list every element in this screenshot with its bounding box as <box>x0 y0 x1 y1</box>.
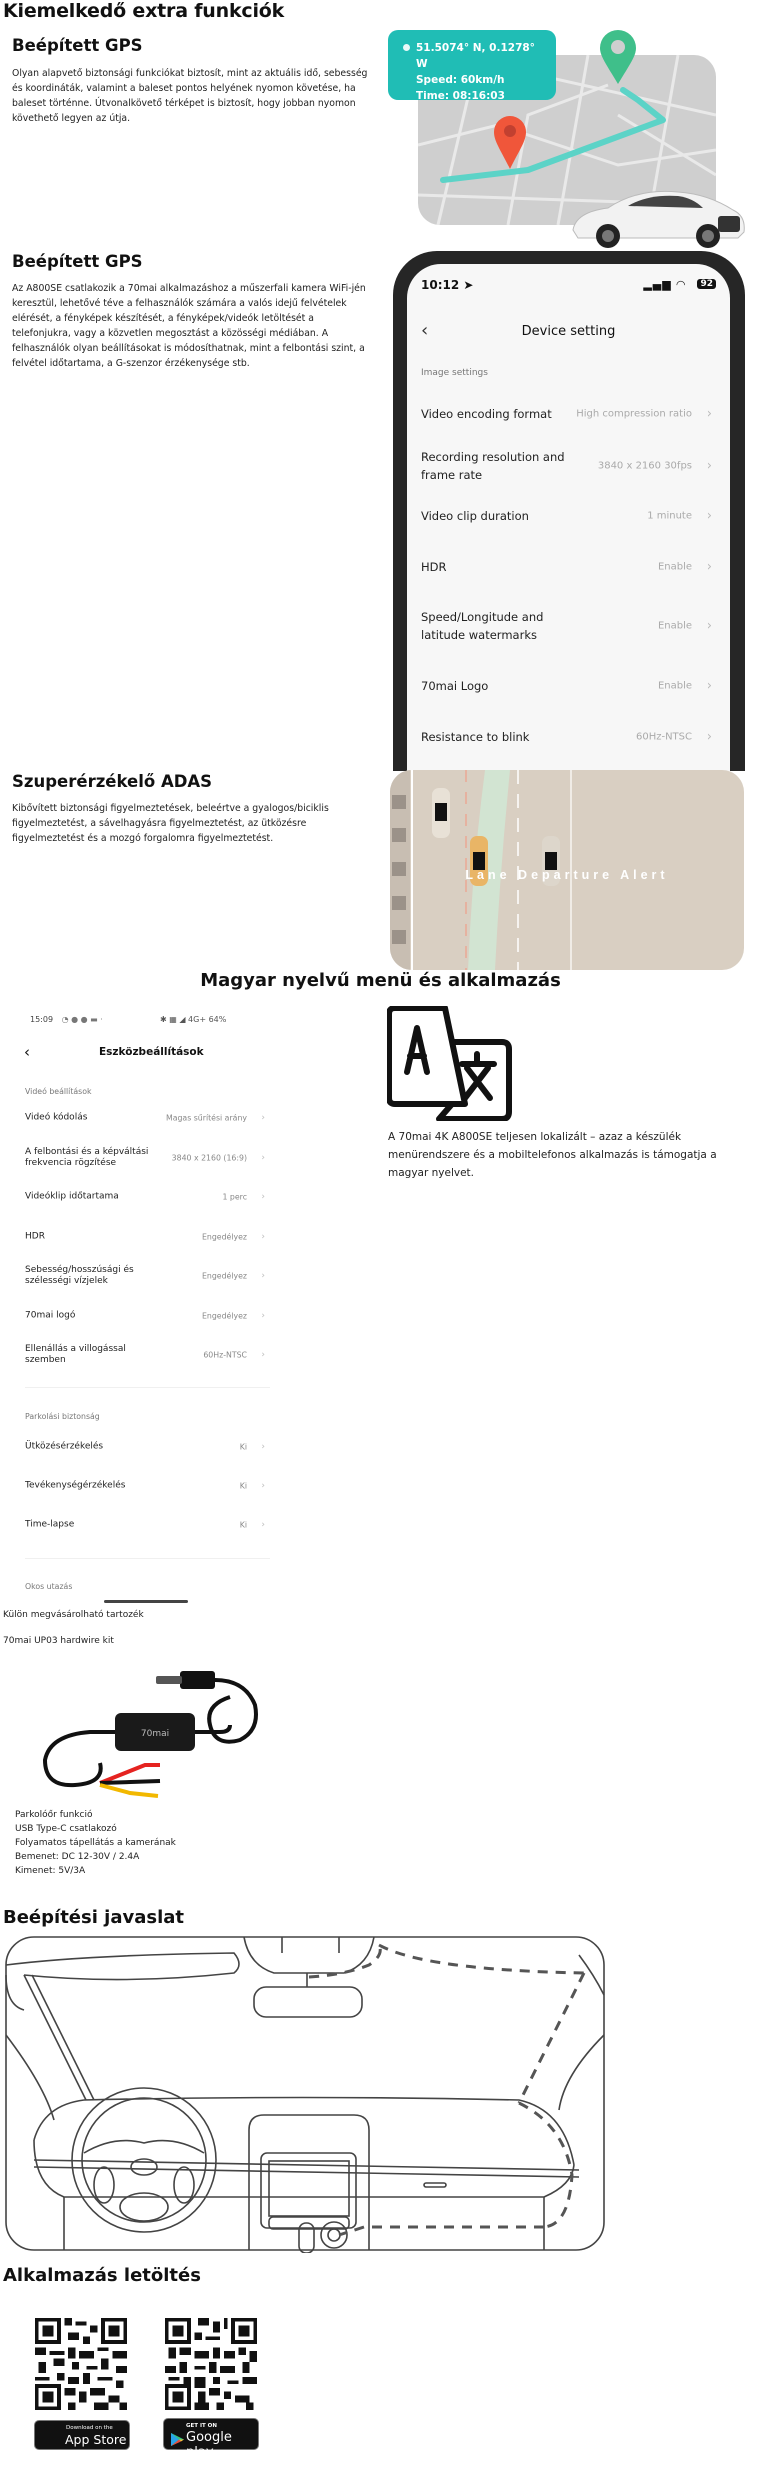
chevron-right-icon: › <box>706 406 712 422</box>
chevron-right-icon: › <box>706 458 712 474</box>
setting-label: Time-lapse <box>25 1519 75 1530</box>
status-bar <box>421 278 716 296</box>
phone-mockup-english <box>393 251 745 771</box>
notification-icons: ◔ ● ● ▬ · <box>61 1015 103 1024</box>
chevron-right-icon: › <box>706 678 712 694</box>
lane-departure-image <box>390 770 744 970</box>
screen-title: Device setting <box>521 324 616 339</box>
app-store-badge[interactable] <box>34 2420 130 2450</box>
chevron-right-icon: › <box>706 618 712 634</box>
spec-item: Bemenet: DC 12-30V / 2.4A <box>15 1852 140 1862</box>
setting-label: Videó kódolás <box>25 1112 88 1123</box>
back-icon[interactable]: ‹ <box>421 320 429 341</box>
setting-value: Enable <box>657 620 692 632</box>
google-play-qr-code[interactable] <box>165 2318 257 2410</box>
chevron-right-icon: › <box>706 729 712 745</box>
gps-section-body: Olyan alapvető biztonsági funkciókat biztosít, mint az aktuális idő, sebesség és koordináták, valamint a baleset pontos helyének nyomon követése, ha baleset történne. Útvonalkövető térképet is biztosít, hogy jobban nyomon követhető legyen az útja. <box>12 68 368 124</box>
chevron-right-icon: › <box>261 1153 265 1163</box>
gps-illustration <box>388 30 761 250</box>
setting-label: Video encoding format <box>421 407 552 421</box>
gps-info-card <box>388 30 556 100</box>
spec-item: USB Type-C csatlakozó <box>15 1824 117 1834</box>
spec-item: Folyamatos tápellátás a kamerának <box>15 1838 176 1848</box>
google-play-big-text: Google play <box>186 2430 232 2460</box>
gps-time: Time: 08:16:03 <box>416 90 505 102</box>
divider <box>25 1387 270 1388</box>
setting-label: Ellenállás a villogással szemben <box>25 1344 126 1365</box>
wifi-section-title: Beépített GPS <box>12 252 143 271</box>
setting-label: Speed/Longitude and latitude watermarks <box>421 610 544 642</box>
setting-value: 1 minute <box>647 510 692 522</box>
app-store-qr-code[interactable] <box>35 2318 127 2410</box>
chevron-right-icon: › <box>261 1311 265 1321</box>
setting-row[interactable] <box>421 492 716 540</box>
setting-label: Videóklip időtartama <box>25 1191 119 1202</box>
gps-coords: 51.5074° N, 0.1278° W <box>416 42 535 70</box>
setting-value: 3840 x 2160 30fps <box>597 460 692 472</box>
main-title: Kiemelkedő extra funkciók <box>3 0 285 22</box>
chevron-right-icon: › <box>261 1520 265 1530</box>
setting-row[interactable] <box>25 1178 270 1216</box>
app-store-big-text: App Store <box>65 2432 127 2447</box>
setting-label: Resistance to blink <box>421 730 530 744</box>
android-status-time: 15:09 <box>30 1015 54 1024</box>
setting-value: Enable <box>657 680 692 692</box>
chevron-right-icon: › <box>261 1350 265 1360</box>
chevron-right-icon: › <box>261 1232 265 1242</box>
home-indicator <box>104 1600 188 1603</box>
google-play-icon <box>170 2432 185 2447</box>
android-screen-title: Eszközbeállítások <box>99 1046 204 1058</box>
chevron-right-icon: › <box>706 508 712 524</box>
control-box-label: 70mai <box>140 1729 170 1739</box>
language-section-body: A 70mai 4K A800SE teljesen lokalizált – azaz a készülék menürendszere és a mobiltelefonos alkalmazás is támogatja a magyar nyelvet. <box>388 1131 717 1179</box>
app-store-small-text: Download on the <box>66 2425 113 2431</box>
setting-row[interactable] <box>25 1218 270 1256</box>
location-arrow-icon: ➤ <box>463 278 474 292</box>
back-icon[interactable]: ‹ <box>24 1043 30 1061</box>
adas-section-title: Szuperérzékelő ADAS <box>12 772 213 791</box>
setting-value: Magas sűrítési arány <box>165 1113 247 1123</box>
setting-row[interactable] <box>421 662 716 710</box>
setting-row[interactable] <box>421 713 716 761</box>
setting-value: Ki <box>239 1481 247 1491</box>
status-time: 10:12 <box>421 278 460 292</box>
origin-pin-icon <box>493 115 527 170</box>
setting-value: Enable <box>657 561 692 573</box>
spec-item: Kimenet: 5V/3A <box>15 1866 86 1876</box>
setting-label: 70mai Logo <box>421 679 489 693</box>
setting-row[interactable] <box>25 1297 270 1335</box>
google-play-small-text: GET IT ON <box>186 2423 217 2429</box>
chevron-right-icon: › <box>261 1113 265 1123</box>
setting-row[interactable] <box>25 1467 270 1505</box>
setting-label: 70mai logó <box>25 1310 76 1321</box>
accessory-spec-list <box>15 1808 176 1878</box>
chevron-right-icon: › <box>706 559 712 575</box>
lane-departure-caption: Lane Departure Alert <box>465 868 669 882</box>
signal-wifi-icon: ▂▄▆ ◠ <box>643 278 686 291</box>
chevron-right-icon: › <box>261 1192 265 1202</box>
setting-label: Ütközésérzékelés <box>25 1441 104 1452</box>
setting-row[interactable] <box>421 602 716 650</box>
setting-value: 60Hz-NTSC <box>635 731 692 743</box>
battery-indicator: 92 <box>697 279 716 289</box>
divider <box>25 1558 270 1559</box>
translate-icon <box>387 1006 512 1121</box>
setting-row[interactable] <box>421 442 716 490</box>
hardwire-kit-image <box>30 1665 270 1805</box>
setting-row[interactable] <box>25 1099 270 1137</box>
setting-value: Ki <box>239 1520 247 1530</box>
download-section-title: Alkalmazás letöltés <box>3 2265 201 2286</box>
setting-value: 3840 x 2160 (16:9) <box>171 1153 247 1163</box>
setting-value: Ki <box>239 1442 247 1452</box>
destination-pin-icon <box>598 30 638 85</box>
setting-value: High compression ratio <box>576 408 692 420</box>
location-dot-icon <box>403 44 410 51</box>
setting-label: HDR <box>25 1231 45 1242</box>
setting-row[interactable] <box>421 390 716 438</box>
gps-speed: Speed: 60km/h <box>416 74 505 86</box>
setting-row[interactable] <box>25 1506 270 1544</box>
phone-screen <box>407 264 730 771</box>
chevron-right-icon: › <box>261 1442 265 1452</box>
setting-label: A felbontási és a képváltási frekvencia rögzítése <box>25 1147 149 1168</box>
setting-value: Engedélyez <box>201 1311 247 1321</box>
car-image <box>568 180 748 250</box>
section-label-parking: Parkolási biztonság <box>25 1412 100 1421</box>
setting-value: 60Hz-NTSC <box>203 1350 247 1360</box>
gps-section-title: Beépített GPS <box>12 36 143 55</box>
setting-row[interactable] <box>25 1257 270 1295</box>
spec-item: Parkolóőr funkció <box>15 1810 93 1820</box>
setting-row[interactable] <box>25 1428 270 1466</box>
chevron-right-icon: › <box>261 1271 265 1281</box>
install-section-title: Beépítési javaslat <box>3 1907 184 1928</box>
setting-label: HDR <box>421 560 447 574</box>
section-label-video: Videó beállítások <box>25 1087 92 1096</box>
android-status-bar <box>30 1015 275 1024</box>
setting-value: Engedélyez <box>201 1271 247 1281</box>
setting-label: Video clip duration <box>421 509 529 523</box>
setting-row[interactable] <box>25 1139 270 1177</box>
installation-diagram <box>4 1935 608 2253</box>
setting-label: Recording resolution and frame rate <box>421 450 565 482</box>
network-battery-text: 4G+ 64% <box>188 1015 227 1024</box>
android-status-right: ✱ ▦ ◢ 4G+ 64% <box>160 1015 227 1024</box>
google-play-badge[interactable] <box>163 2418 259 2460</box>
section-label-smart: Okos utazás <box>25 1582 73 1591</box>
wifi-section-body: Az A800SE csatlakozik a 70mai alkalmazáshoz a műszerfali kamera WiFi-jén keresztül, lehetővé téve a felhasználók számára a valós idejű felvételek elérését, a fényképek készítését, a fényképek/videók letöltését a telefonjukra, vagy a közvetlen megosztást a közösségi médiában. A felhasználók olyan beállításokat is módosíthatnak, mint a felbontási szint, a felvétel időtartama, a G-szenzor érzékenysége stb. <box>12 283 366 369</box>
setting-value: Engedélyez <box>201 1232 247 1242</box>
setting-label: Sebesség/hosszúsági és szélességi vízjelek <box>25 1265 134 1286</box>
chevron-right-icon: › <box>261 1481 265 1491</box>
language-section-title: Magyar nyelvű menü és alkalmazás <box>200 970 561 991</box>
setting-row[interactable] <box>421 543 716 591</box>
adas-section-body: Kibővített biztonsági figyelmeztetések, beleértve a gyalogos/biciklis figyelmeztetést, a sávelhagyásra figyelmeztetést, az ütközésre figyelmeztetést és a mozgó forgalomra figyelmeztetést. <box>12 803 329 844</box>
setting-row[interactable] <box>25 1336 270 1374</box>
setting-label: Tevékenységérzékelés <box>25 1480 126 1491</box>
accessory-heading: Külön megvásárolható tartozék <box>3 1610 144 1620</box>
setting-value: 1 perc <box>222 1192 247 1202</box>
accessory-product-name: 70mai UP03 hardwire kit <box>3 1636 114 1646</box>
section-label: Image settings <box>421 368 488 378</box>
